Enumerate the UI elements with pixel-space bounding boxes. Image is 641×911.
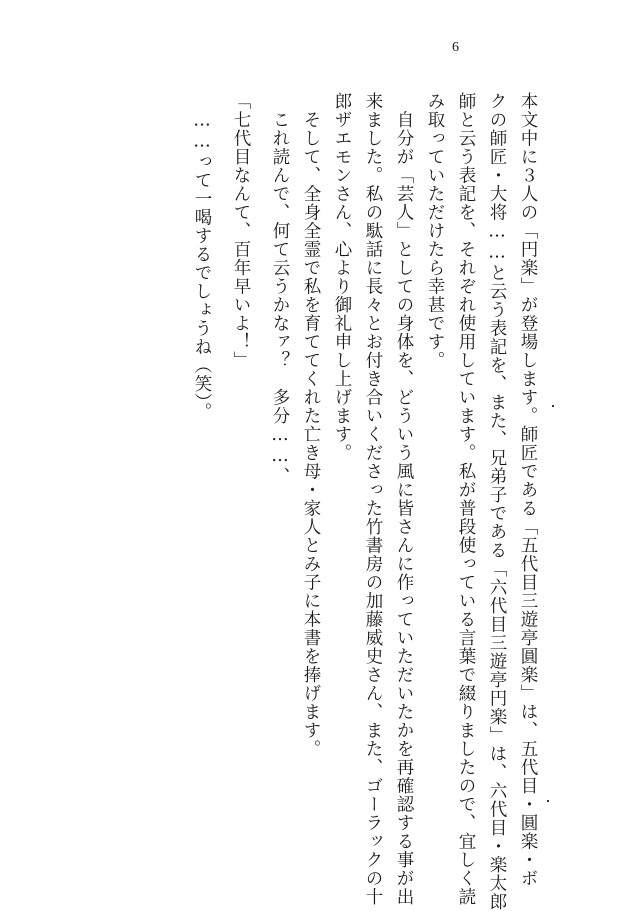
paragraph-gap [256,92,264,792]
text-line: 師と云う表記を、それぞれ使用しています。私が普段使っている言葉で綴りましたので、宜しく読 [456,92,476,906]
text-line: 来ました。私の駄話に長々とお付き合いくださった竹書房の加藤威史さん、また、ゴーラックの十 [363,92,383,906]
body-text [186,92,543,911]
text-line: み取っていただけたら幸甚です。 [425,92,445,370]
text-line: 「七代目なんて、百年早いよ！」 [231,92,251,370]
scan-speck [547,800,549,802]
text-line: ……って一喝するでしょうね（笑）。 [192,92,212,422]
text-line: 本文中に３人の「円楽」が登場します。師匠である「五代目三遊亭圓楽」は、五代目・圓楽・ボ [518,92,538,888]
text-line: そして、全身全霊で私を育ててくれた亡き母・家人とみ子に本書を捧げます。 [301,92,321,758]
text-line: クの師匠・大将……と云う表記を、また、兄弟子である「六代目三遊亭円楽」は、六代目・楽太郎 [487,92,507,911]
scan-speck [552,405,554,407]
paragraph-gap [217,92,225,792]
page-number: 6 [452,40,459,55]
text-line: 郎ザエモンさん、心より御礼申し上げます。 [332,92,352,462]
text-line: 自分が「芸人」としての身体を、どういう風に皆さんに作っていただいたかを再確認する事が出 [394,92,414,906]
text-line: これ読んで、何て云うかなァ？ 多分……、 [270,92,290,486]
